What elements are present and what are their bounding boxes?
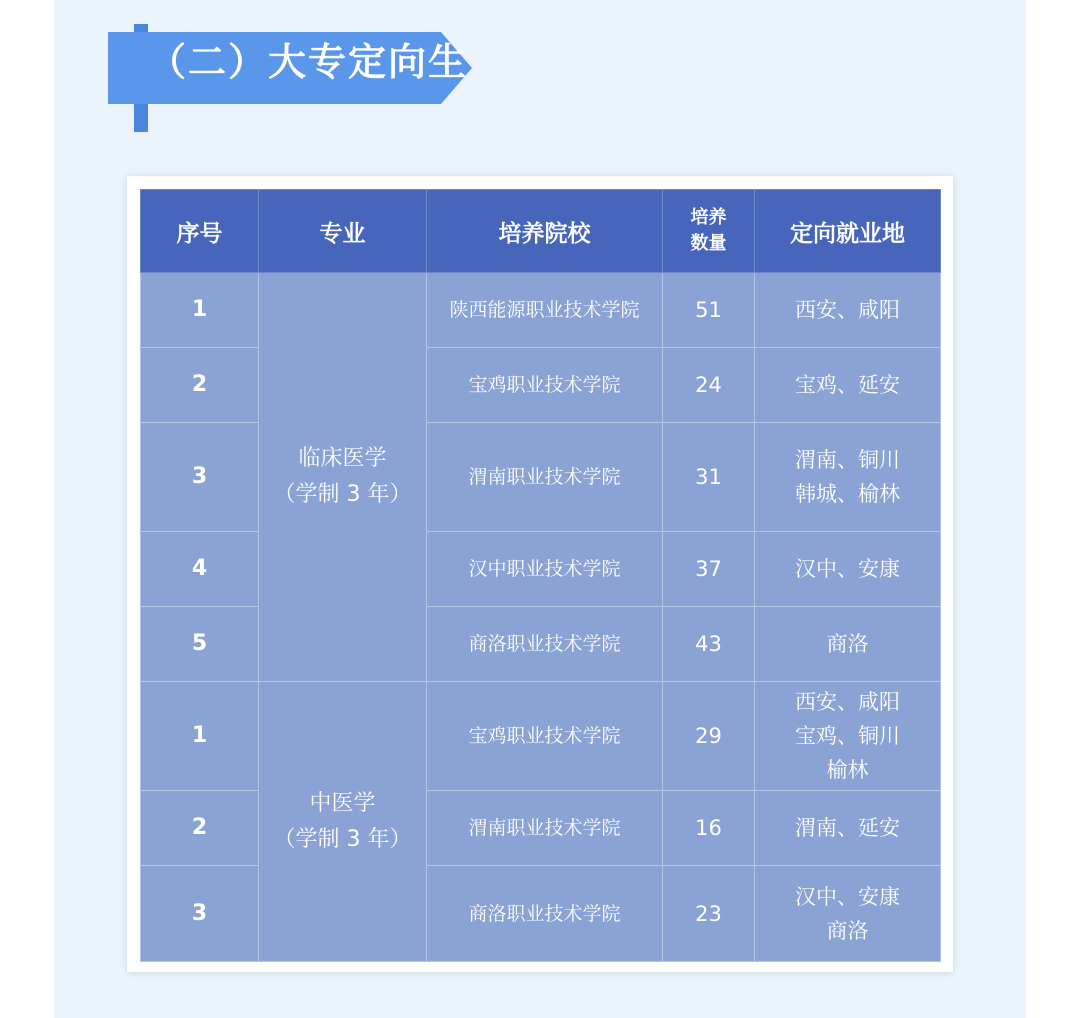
location-line: 西安、咸阳	[795, 298, 900, 322]
header-major: 专业	[259, 190, 427, 273]
enrollment-count: 29	[663, 682, 755, 791]
section-title: （二）大专定向生	[148, 40, 469, 84]
enrollment-count: 51	[663, 273, 755, 348]
table-card	[127, 176, 953, 972]
row-index: 3	[141, 866, 259, 962]
location-line: 渭南、铜川	[795, 448, 900, 472]
header-count	[663, 190, 755, 273]
major-cell	[259, 682, 427, 962]
table-row	[141, 273, 941, 348]
school-name: 宝鸡职业技术学院	[427, 682, 663, 791]
enrollment-table	[140, 189, 941, 962]
location-line: 汉中、安康	[795, 557, 900, 581]
header-count-line2: 数量	[690, 233, 727, 254]
major-duration: （学制 3 年）	[273, 826, 412, 852]
location-line: 宝鸡、铜川	[795, 724, 900, 748]
row-index: 3	[141, 423, 259, 532]
employment-location	[755, 273, 941, 348]
header-school: 培养院校	[427, 190, 663, 273]
enrollment-count: 24	[663, 348, 755, 423]
row-index: 4	[141, 532, 259, 607]
major-name: 临床医学	[298, 446, 387, 471]
school-name: 渭南职业技术学院	[427, 423, 663, 532]
school-name: 宝鸡职业技术学院	[427, 348, 663, 423]
employment-location	[755, 423, 941, 532]
location-line: 西安、咸阳	[795, 690, 900, 714]
location-line: 宝鸡、延安	[795, 373, 900, 397]
table-row	[141, 682, 941, 791]
enrollment-count: 16	[663, 791, 755, 866]
location-line: 渭南、延安	[795, 816, 900, 840]
school-name: 汉中职业技术学院	[427, 532, 663, 607]
row-index: 5	[141, 607, 259, 682]
enrollment-count: 37	[663, 532, 755, 607]
major-name: 中医学	[309, 790, 376, 816]
location-line: 商洛	[826, 632, 869, 656]
enrollment-count: 31	[663, 423, 755, 532]
employment-location	[755, 348, 941, 423]
major-duration: （学制 3 年）	[273, 482, 412, 507]
row-index: 2	[141, 348, 259, 423]
row-index: 2	[141, 791, 259, 866]
row-index: 1	[141, 273, 259, 348]
location-line: 韩城、榆林	[795, 482, 900, 506]
school-name: 商洛职业技术学院	[427, 607, 663, 682]
header-count-line1: 培养	[690, 207, 727, 228]
header-location: 定向就业地	[755, 190, 941, 273]
employment-location	[755, 607, 941, 682]
table-header-row	[141, 190, 941, 273]
employment-location	[755, 866, 941, 962]
location-line: 商洛	[826, 918, 869, 943]
school-name: 陕西能源职业技术学院	[427, 273, 663, 348]
school-name: 渭南职业技术学院	[427, 791, 663, 866]
header-index: 序号	[141, 190, 259, 273]
location-line: 榆林	[826, 758, 869, 782]
enrollment-count: 43	[663, 607, 755, 682]
employment-location	[755, 682, 941, 791]
employment-location	[755, 791, 941, 866]
major-cell	[259, 273, 427, 682]
location-line: 汉中、安康	[795, 884, 900, 909]
school-name: 商洛职业技术学院	[427, 866, 663, 962]
employment-location	[755, 532, 941, 607]
row-index: 1	[141, 682, 259, 791]
enrollment-count: 23	[663, 866, 755, 962]
